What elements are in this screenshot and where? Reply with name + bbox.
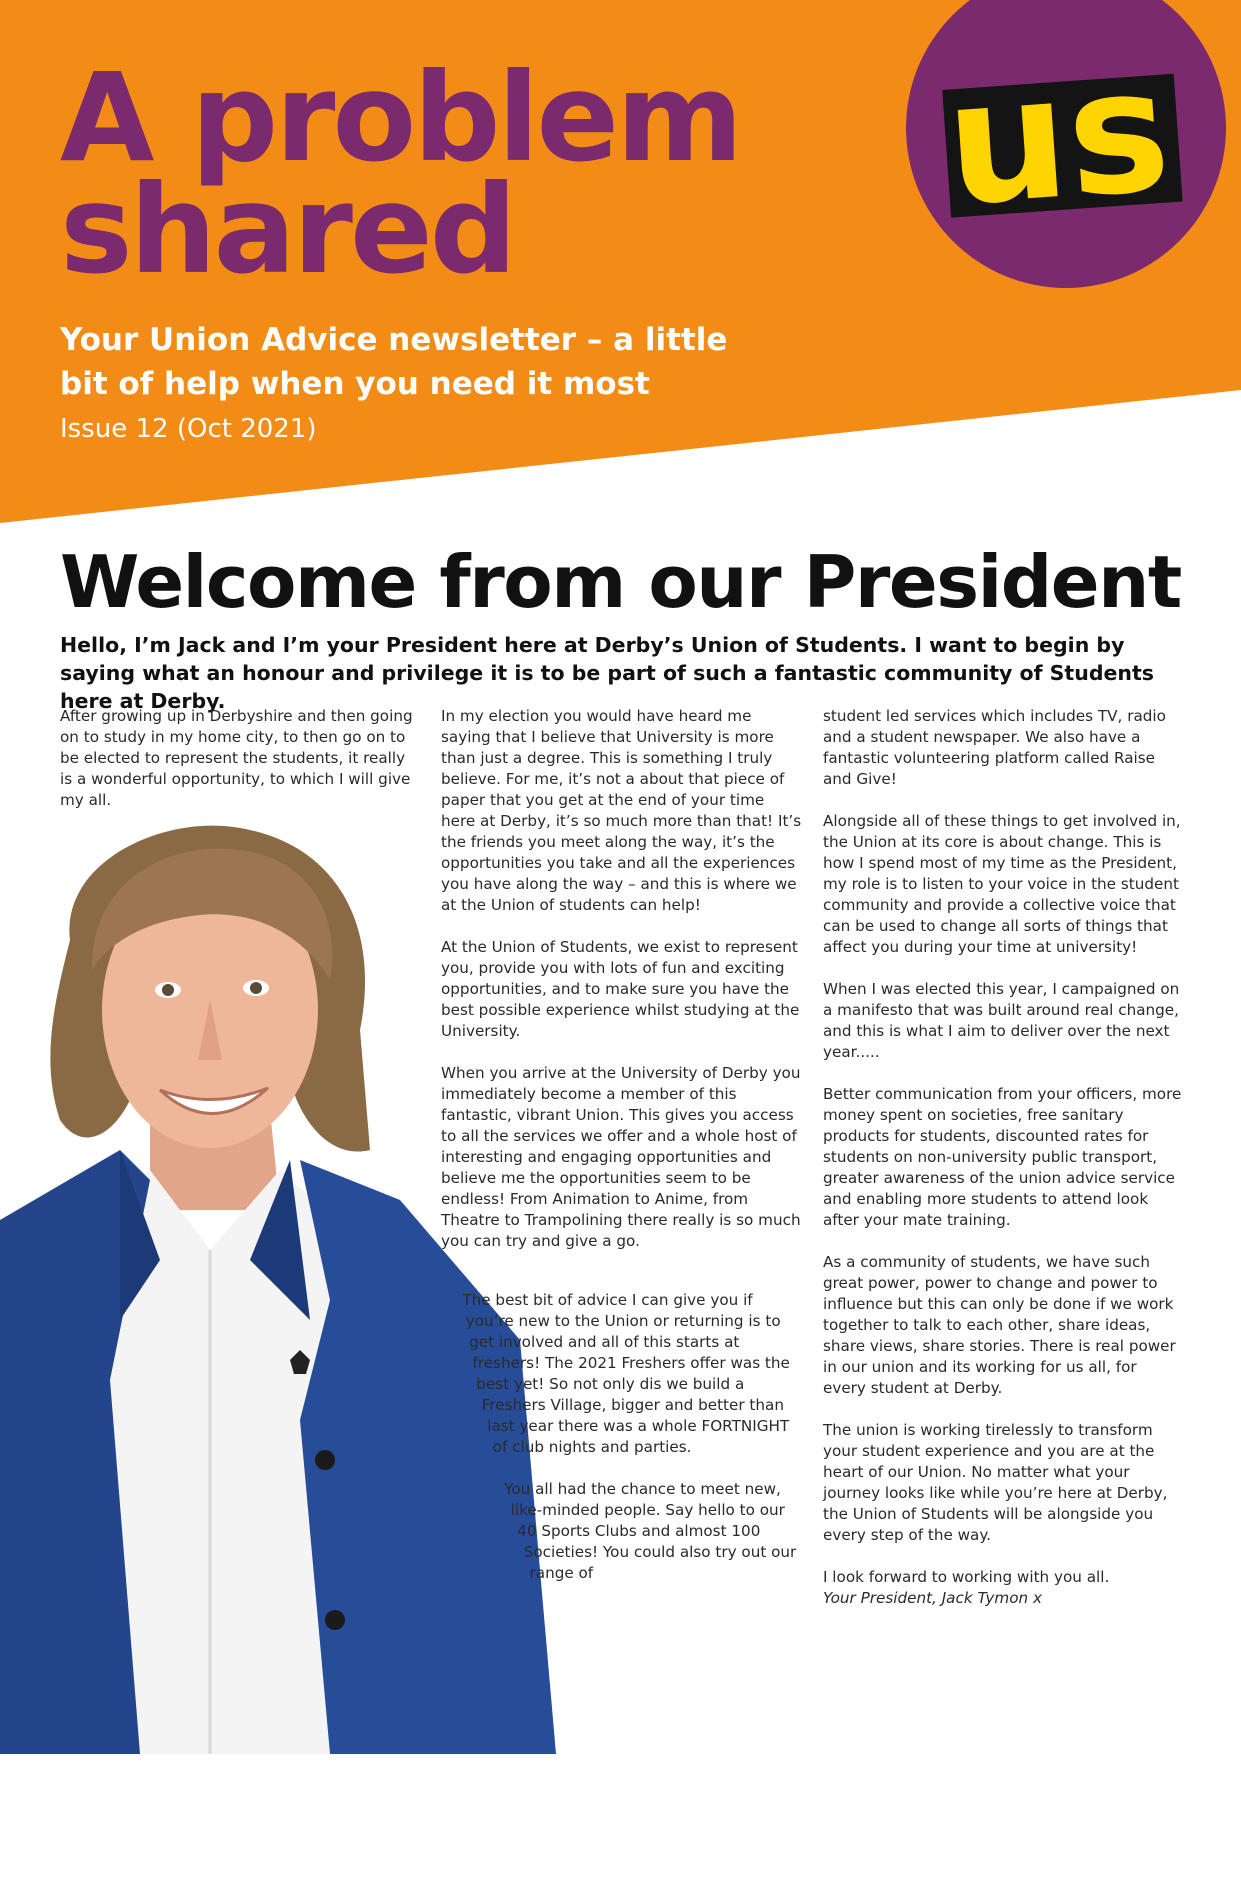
column-1 — [60, 706, 422, 832]
paragraph: Alongside all of these things to get involved in, the Union at its core is about change. This is how I spend most of my time as the President, my role is to listen to your voice in the student community and provide a collective voice that can be used to change all sorts of things that affect you during your time at university! — [823, 812, 1181, 956]
logo-text: us — [940, 31, 1176, 245]
us-logo — [898, 0, 1228, 330]
title-line-1: A problem — [60, 47, 741, 189]
article-intro: Hello, I’m Jack and I’m your President here at Derby’s Union of Students. I want to begin by saying what an honour and privilege it is to be part of such a fantastic community of Students here at Derby. — [60, 633, 1154, 713]
paragraph: As a community of students, we have such great power, power to change and power to influence but this can only be done if we work together to talk to each other, share ideas, share views, share stories. There is real power in our union and its working for us all, for every student at Derby. — [823, 1253, 1176, 1397]
paragraph: The union is working tirelessly to transform your student experience and you are at the heart of our Union. No matter what your journey looks like while you’re here at Derby, the Union of Students will be alongside you every step of the way. — [823, 1421, 1168, 1544]
subtitle-line-1: Your Union Advice newsletter – a little — [60, 322, 728, 358]
paragraph: student led services which includes TV, radio and a student newspaper. We also have a fantastic volunteering platform called Raise and Give! — [823, 707, 1166, 788]
paragraph: After growing up in Derbyshire and then going on to study in my home city, to then go on to be elected to represent the students, it really is a wonderful opportunity, to which I will give my all. — [60, 707, 413, 809]
column-2 — [441, 706, 803, 1273]
subtitle-line-2: bit of help when you need it most — [60, 366, 650, 402]
column-3 — [823, 706, 1183, 1609]
newsletter-title — [60, 47, 741, 301]
column-2-wrapped — [441, 1290, 803, 1890]
paragraph: When you arrive at the University of Derby you immediately become a member of this fantastic, vibrant Union. This gives you access to all the services we offer and a whole host of interesting and engaging opportunities and believe me the opportunities seem to be endless! From Animation to Anime, from Theatre to Trampolining there really is so much you can try and give a go. — [441, 1064, 801, 1250]
paragraph: You all had the chance to meet new, like-minded people. Say hello to our 40 Sports Clubs and almost 100 Societies! You could also try out our range of — [504, 1480, 797, 1582]
paragraph: The best bit of advice I can give you if you’re new to the Union or returning is to get involved and all of this starts at freshers! The 2021 Freshers offer was the best yet! So not only dis we build a Freshers Village, bigger and better than last year there was a whole FORTNIGHT of club nights and parties. — [462, 1291, 790, 1456]
newsletter-subtitle — [60, 318, 760, 406]
article-heading: Welcome from our President — [60, 540, 1181, 624]
signature: Your President, Jack Tymon x — [823, 1589, 1042, 1607]
issue-label: Issue 12 (Oct 2021) — [60, 414, 317, 444]
paragraph: In my election you would have heard me saying that I believe that University is more than just a degree. This is something I truly believe. For me, it’s not a about that piece of paper that you get at the end of your time here at Derby, it’s so much more than that! It’s the friends you meet along the way, it’s the opportunities you take and all the experiences you have along the way – and this is where we at the Union of students can help! — [441, 707, 802, 914]
paragraph: Better communication from your officers, more money spent on societies, free sanitary products for students, discounted rates for students on non-university public transport, greater awareness of the union advice service and enabling more students to attend look after your mate training. — [823, 1085, 1182, 1229]
paragraph: At the Union of Students, we exist to represent you, provide you with lots of fun and exciting opportunities, and to make sure you have the best possible experience whilst studying at the University. — [441, 938, 800, 1040]
title-line-2: shared — [60, 159, 515, 301]
closing-line: I look forward to working with you all. — [823, 1568, 1110, 1586]
paragraph: When I was elected this year, I campaigned on a manifesto that was built around real change, and this is what I aim to deliver over the next year..... — [823, 980, 1180, 1061]
